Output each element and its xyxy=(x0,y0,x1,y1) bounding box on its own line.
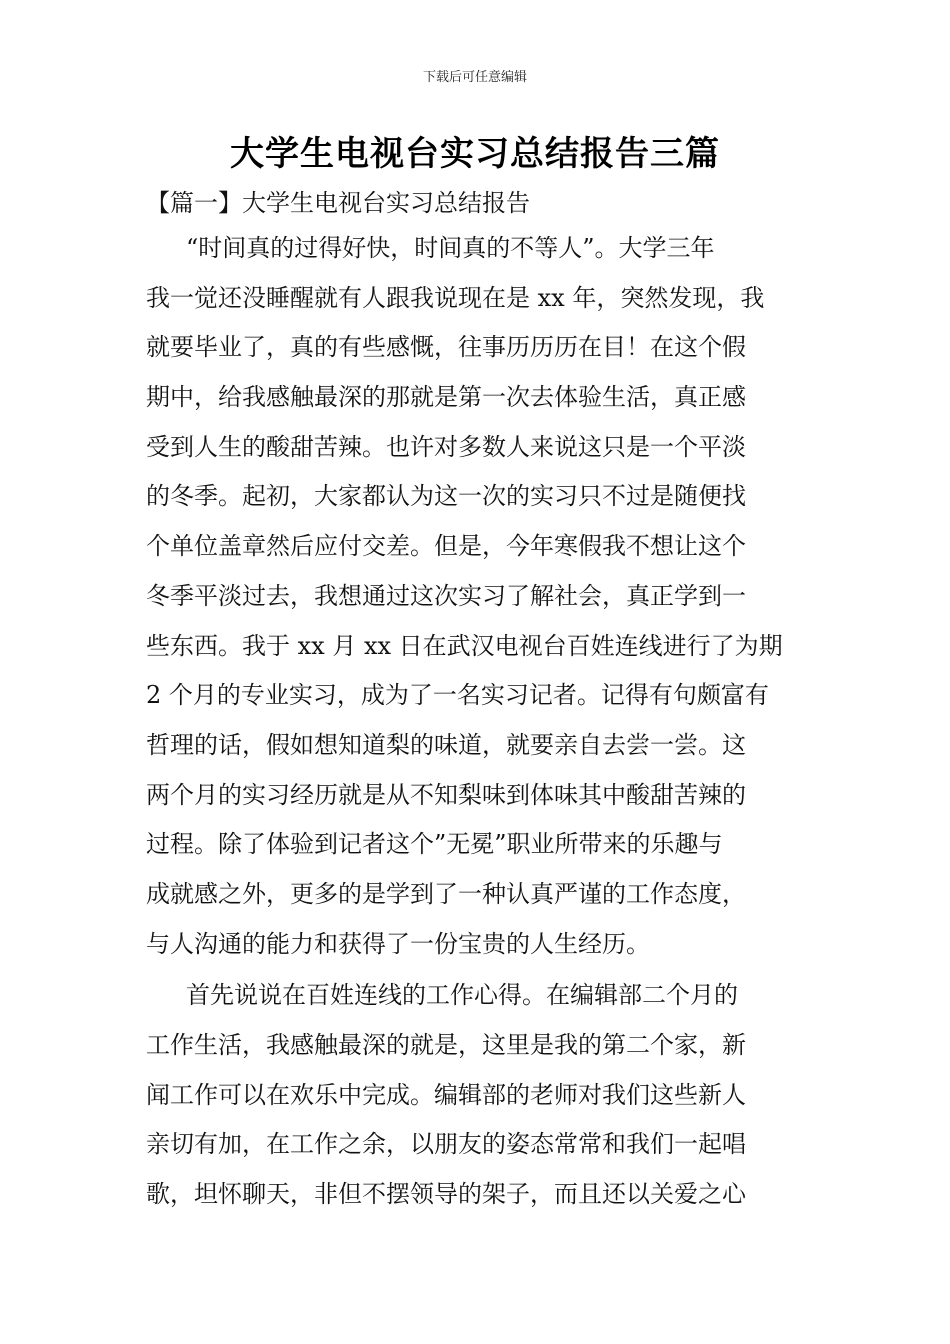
header-note: 下载后可任意编辑 xyxy=(422,70,527,85)
text-line: 些东西。我于 xx 月 xx 日在武汉电视台百姓连线进行了为期 xyxy=(146,631,783,660)
text-line: 亲切有加，在工作之余，以朋友的姿态常常和我们一起唱 xyxy=(146,1130,746,1159)
paragraph-2 xyxy=(146,979,816,1227)
text-line: 过程。除了体验到记者这个”无冕”职业所带来的乐趣与 xyxy=(146,830,723,859)
text-line: 期中，给我感触最深的那就是第一次去体验生活，真正感 xyxy=(146,383,746,412)
text-line: 就要毕业了，真的有些感慨，往事历历历在目！在这个假 xyxy=(146,333,746,362)
section-heading: 【篇一】大学生电视台实习总结报告 xyxy=(146,189,530,217)
text-line: 成就感之外，更多的是学到了一种认真严谨的工作态度， xyxy=(146,879,746,908)
text-line: 与人沟通的能力和获得了一份宝贵的人生经历。 xyxy=(146,929,650,958)
text-line: “时间真的过得好快，时间真的不等人”。大学三年 xyxy=(186,234,715,262)
text-line: 个单位盖章然后应付交差。但是，今年寒假我不想让这个 xyxy=(146,532,746,561)
document-body xyxy=(146,232,816,1228)
document-title: 大学生电视台实习总结报告三篇 xyxy=(230,134,720,174)
text-line: 哲理的话，假如想知道梨的味道，就要亲自去尝一尝。这 xyxy=(146,730,746,759)
text-line: 闻工作可以在欢乐中完成。编辑部的老师对我们这些新人 xyxy=(146,1080,746,1109)
text-line: 冬季平淡过去，我想通过这次实习了解社会，真正学到一 xyxy=(146,581,746,610)
text-line: 两个月的实习经历就是从不知梨味到体味其中酸甜苦辣的 xyxy=(146,780,746,809)
text-line: 受到人生的酸甜苦辣。也许对多数人来说这只是一个平淡 xyxy=(146,432,746,461)
text-line: 2 个月的专业实习，成为了一名实习记者。记得有句颇富有 xyxy=(146,681,769,710)
text-line: 我一觉还没睡醒就有人跟我说现在是 xx 年，突然发现，我 xyxy=(146,283,765,312)
text-line: 工作生活，我感触最深的就是，这里是我的第二个家，新 xyxy=(146,1031,746,1059)
paragraph-1 xyxy=(146,232,816,977)
text-line: 首先说说在百姓连线的工作心得。在编辑部二个月的 xyxy=(186,981,738,1010)
text-line: 的冬季。起初，大家都认为这一次的实习只不过是随便找 xyxy=(146,482,746,511)
text-line: 歌，坦怀聊天，非但不摆领导的架子，而且还以关爱之心 xyxy=(146,1180,746,1209)
